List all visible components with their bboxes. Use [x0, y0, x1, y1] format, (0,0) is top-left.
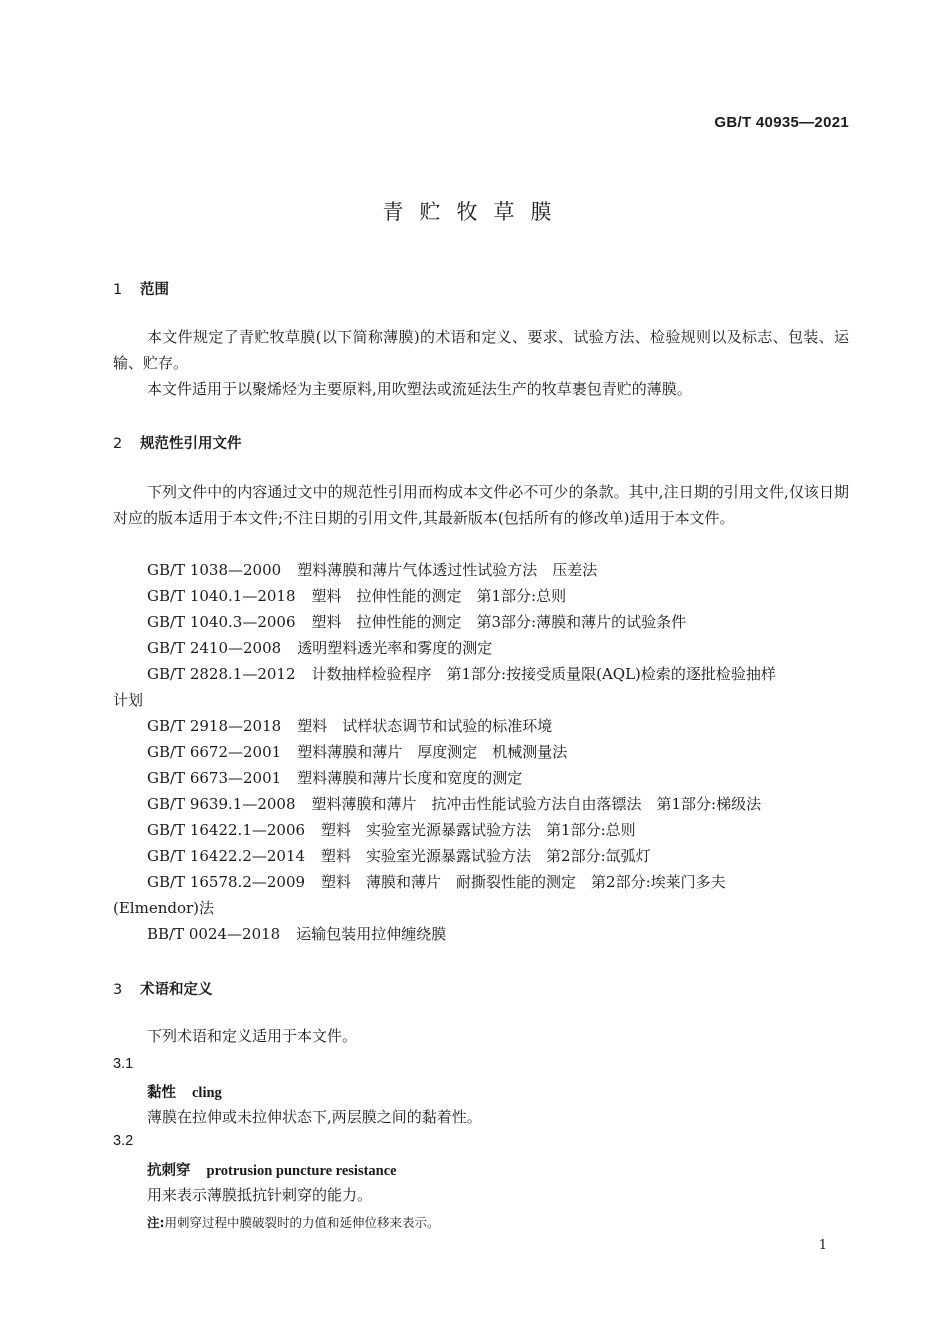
reference-title: 塑料薄膜和薄片 厚度测定 机械测量法	[297, 743, 568, 761]
reference-code: BB/T 0024—2018	[147, 925, 281, 943]
term-en: cling	[192, 1085, 222, 1101]
section-title: 规范性引用文件	[140, 436, 242, 452]
note-label: 注:	[147, 1215, 165, 1230]
reference-title: 运输包装用拉伸缠绕膜	[296, 925, 447, 943]
term-definition: 用来表示薄膜抵抗针刺穿的能力。	[147, 1186, 373, 1204]
reference-code: GB/T 16422.1—2006	[147, 821, 306, 839]
reference-code: GB/T 16422.2—2014	[147, 847, 306, 865]
term-zh: 抗刺穿	[147, 1162, 191, 1179]
section-number: 1	[113, 282, 123, 298]
reference-title: 塑料 实验室光源暴露试验方法 第2部分:氙弧灯	[321, 847, 651, 865]
reference-code: GB/T 9639.1—2008	[147, 795, 296, 813]
reference-title: 塑料 试样状态调节和试验的标准环境	[297, 717, 553, 735]
references-intro: 下列文件中的内容通过文中的规范性引用而构成本文件必不可少的条款。其中,注日期的引用文件,仅该日期对应的版本适用于本文件;不注日期的引用文件,其最新版本(包括所有的修改单)适用于本文件。	[113, 483, 849, 527]
reference-item	[147, 713, 552, 739]
reference-title: 塑料 薄膜和薄片 耐撕裂性能的测定 第2部分:埃莱门多夫	[321, 873, 726, 891]
standard-number: GB/T 40935—2021	[714, 114, 849, 131]
term-heading	[147, 1159, 397, 1180]
reference-item	[147, 765, 522, 791]
reference-title: 塑料薄膜和薄片气体透过性试验方法 压差法	[297, 561, 598, 579]
reference-item	[147, 817, 636, 843]
reference-continuation: 计划	[113, 691, 144, 709]
section-number: 3	[113, 982, 123, 998]
reference-title: 塑料薄膜和薄片 抗冲击性能试验方法自由落镖法 第1部分:梯级法	[311, 795, 762, 813]
term-note	[147, 1213, 440, 1231]
reference-title: 塑料 实验室光源暴露试验方法 第1部分:总则	[321, 821, 636, 839]
section-1-heading	[113, 278, 169, 299]
scope-paragraph-2: 本文件适用于以聚烯烃为主要原料,用吹塑法或流延法生产的牧草裹包青贮的薄膜。	[147, 380, 692, 398]
reference-item	[147, 609, 686, 635]
reference-code: GB/T 2828.1—2012	[147, 665, 296, 683]
scope-paragraph-1: 本文件规定了青贮牧草膜(以下简称薄膜)的术语和定义、要求、试验方法、检验规则以及标志、包装、运输、贮存。	[113, 328, 849, 372]
clause-number: 3.2	[113, 1133, 134, 1149]
reference-title: 塑料 拉伸性能的测定 第1部分:总则	[311, 587, 567, 605]
document-title: 青贮牧草膜	[382, 200, 568, 224]
section-title: 范围	[140, 282, 169, 298]
reference-title: 塑料 拉伸性能的测定 第3部分:薄膜和薄片的试验条件	[311, 613, 687, 631]
section-2-heading	[113, 432, 242, 453]
reference-item	[147, 843, 651, 869]
reference-code: GB/T 2918—2018	[147, 717, 282, 735]
reference-continuation: (Elmendor)法	[113, 899, 215, 917]
reference-item	[147, 635, 492, 661]
reference-item	[147, 921, 446, 947]
term-heading	[147, 1081, 222, 1102]
reference-code: GB/T 6672—2001	[147, 743, 282, 761]
reference-item	[147, 791, 761, 817]
term-zh: 黏性	[147, 1084, 176, 1101]
reference-code: GB/T 16578.2—2009	[147, 873, 306, 891]
section-title: 术语和定义	[140, 982, 213, 998]
reference-code: GB/T 1040.1—2018	[147, 587, 296, 605]
reference-item	[147, 583, 566, 609]
term-definition: 薄膜在拉伸或未拉伸状态下,两层膜之间的黏着性。	[147, 1108, 482, 1126]
reference-item	[147, 661, 776, 687]
reference-item	[147, 869, 726, 895]
reference-title: 计数抽样检验程序 第1部分:按接受质量限(AQL)检索的逐批检验抽样	[311, 665, 776, 683]
section-3-heading	[113, 978, 213, 999]
reference-title: 透明塑料透光率和雾度的测定	[297, 639, 493, 657]
reference-title: 塑料薄膜和薄片长度和宽度的测定	[297, 769, 523, 787]
reference-code: GB/T 1040.3—2006	[147, 613, 296, 631]
reference-item	[147, 739, 567, 765]
reference-code: GB/T 6673—2001	[147, 769, 282, 787]
clause-number: 3.1	[113, 1056, 134, 1072]
term-en: protrusion puncture resistance	[206, 1163, 397, 1179]
reference-code: GB/T 1038—2000	[147, 561, 282, 579]
terms-intro: 下列术语和定义适用于本文件。	[147, 1027, 358, 1045]
page-number: 1	[818, 1238, 827, 1253]
reference-item	[147, 557, 597, 583]
reference-code: GB/T 2410—2008	[147, 639, 282, 657]
section-number: 2	[113, 436, 123, 452]
note-text: 用刺穿过程中膜破裂时的力值和延伸位移来表示。	[164, 1215, 440, 1230]
